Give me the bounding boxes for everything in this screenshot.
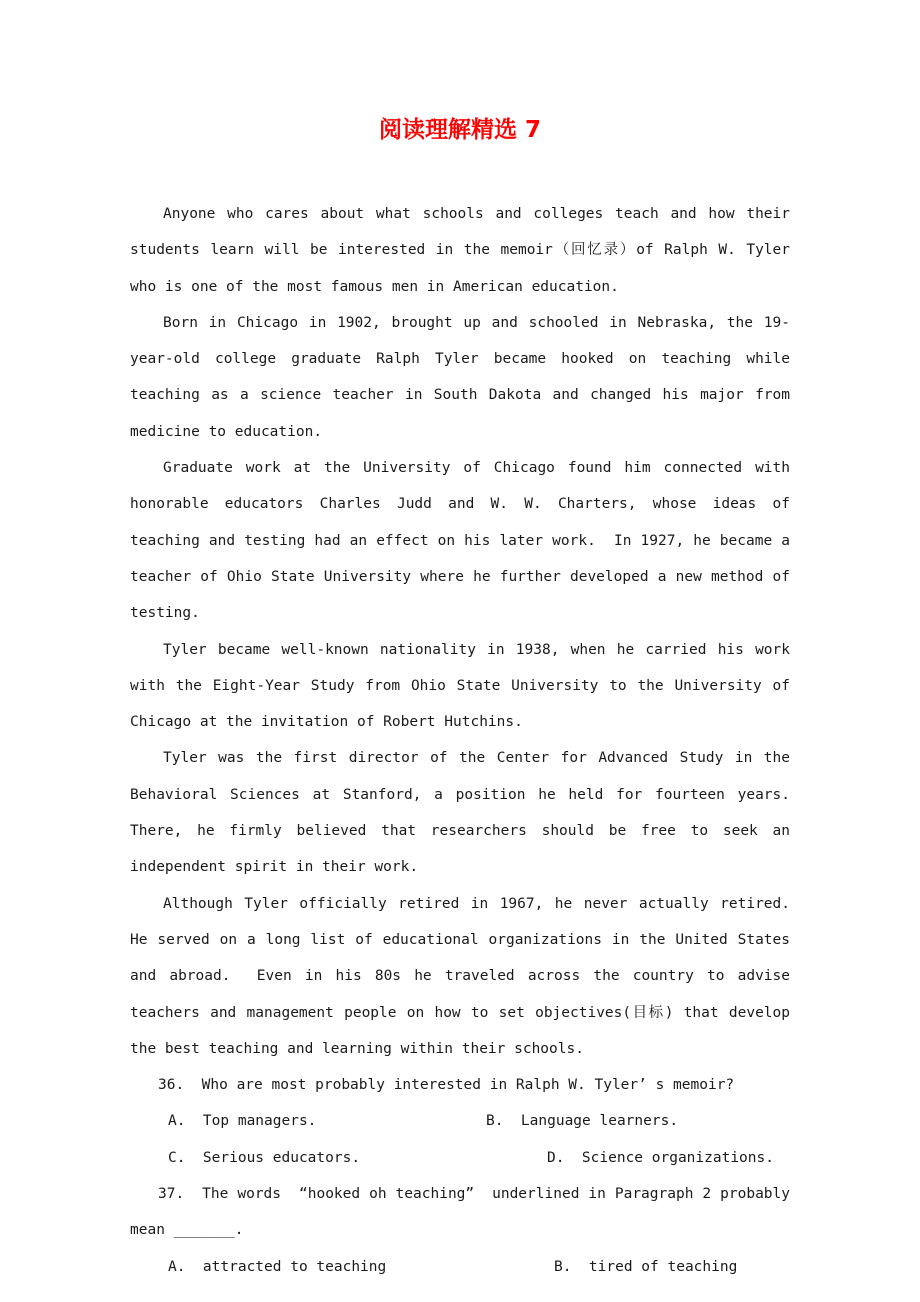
- question-36: [130, 1067, 790, 1176]
- passage: [130, 196, 808, 1067]
- option-37-a: A. attracted to teaching: [168, 1258, 387, 1275]
- passage-paragraph-2: Born in Chicago in 1902, brought up and schooled in Nebraska, the 19-year-old college graduate Ralph Tyler became hooked on teaching while teaching as a science teacher in South Dakota and changed his major from medicine to education.: [130, 314, 799, 440]
- question-37: [130, 1176, 799, 1285]
- passage-paragraph-3: Graduate work at the University of Chicago found him connected with honorable educators Charles Judd and W. W. Charters, whose ideas of teaching and testing had an effect on his later work. In 1927, he became a teacher of Ohio State University where he further developed a new method of testing.: [130, 460, 799, 622]
- passage-paragraph-5: Tyler was the first director of the Center for Advanced Study in the Behavioral Sciences at Stanford, a position he held for fourteen years. There, he firmly believed that researchers should be free to seek an independent spirit in their work.: [130, 750, 808, 876]
- option-36-b: B. Language learners.: [486, 1113, 679, 1130]
- question-36-options-row-1: [130, 1103, 790, 1139]
- doc-title: 阅读理解精选 7: [378, 117, 541, 143]
- option-36-d: D. Science organizations.: [547, 1149, 774, 1166]
- question-36-options-row-2: [130, 1140, 790, 1176]
- passage-paragraph-4: Tyler became well-known nationality in 1938, when he carried his work with the Eight-Year Study from Ohio State University to the University of Chicago at the invitation of Robert Hutchins.: [130, 641, 799, 731]
- passage-paragraph-6: Although Tyler officially retired in 1967, he never actually retired. He served on a long list of educational organizations in the United States and abroad. Even in his 80s he traveled across the country to advise teachers and management people on how to set objectives(目标) that develop the best teaching and learning within their schools.: [130, 895, 808, 1057]
- question-36-text: 36. Who are most probably interested in Ralph W. Tyler’ s memoir?: [158, 1077, 735, 1094]
- passage-paragraph-1: Anyone who cares about what schools and colleges teach and how their students learn will be interested in the memoir（回忆录）of Ralph W. Tyler who is one of the most famous men in American education.: [130, 206, 799, 295]
- option-36-c: C. Serious educators.: [168, 1149, 361, 1166]
- question-37-options-row-1: [130, 1249, 790, 1285]
- option-36-a: A. Top managers.: [168, 1113, 317, 1130]
- option-37-b: B. tired of teaching: [554, 1258, 738, 1275]
- question-37-text: 37. The words “hooked oh teaching” underlined in Paragraph 2 probably mean _______.: [130, 1186, 799, 1239]
